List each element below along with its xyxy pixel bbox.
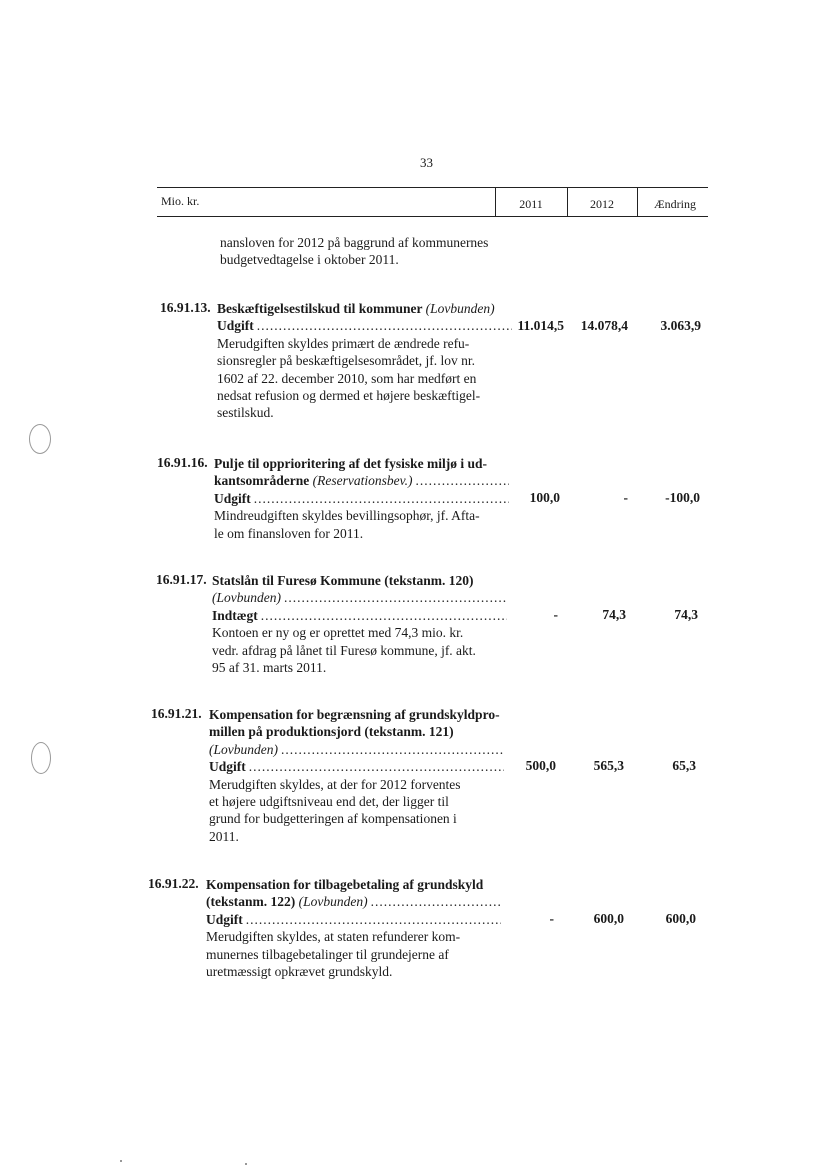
header-divider: [637, 187, 638, 216]
value-2012: 565,3: [593, 758, 624, 773]
value-2011: -: [553, 607, 558, 622]
value-change: 74,3: [674, 607, 698, 622]
line-item-label: Udgift: [217, 318, 254, 334]
line-item: [212, 607, 507, 624]
note-line: munernes tilbagebetalinger til grundejerne af: [206, 946, 449, 962]
line-item-label: Udgift: [206, 911, 243, 927]
note-line: vedr. afdrag på lånet til Furesø kommune, jf. akt.: [212, 642, 476, 658]
value-change: -100,0: [665, 490, 700, 505]
note-line: 95 af 31. marts 2011.: [212, 660, 327, 676]
section-body: [209, 706, 504, 845]
leader-dots: [254, 491, 509, 506]
line-item-label: Indtægt: [212, 607, 258, 623]
value-2011: 100,0: [529, 490, 560, 505]
account-code: 16.91.22.: [148, 876, 199, 891]
value-2012: -: [623, 490, 628, 505]
line-item: [217, 317, 512, 334]
header-rule-top: [157, 187, 708, 188]
note-line: 1602 af 22. december 2010, som har medført en: [217, 370, 477, 386]
account-code: 16.91.13.: [160, 300, 211, 315]
account-code: 16.91.16.: [157, 455, 208, 470]
note-line: nedsat refusion og dermed et højere beskæftigel-: [217, 388, 481, 404]
section-title: [206, 893, 501, 910]
title-text: Beskæftigelsestilskud til kommuner: [217, 301, 423, 316]
note-line: Mindreudgiften skyldes bevillingsophør, jf. Afta-: [214, 508, 480, 524]
section-title: [217, 300, 512, 317]
title-text: (tekstanm. 122): [206, 894, 296, 910]
leader-dots: [281, 742, 504, 757]
header-divider: [495, 187, 496, 216]
page-number: 33: [420, 155, 433, 170]
title-italic: (Lovbunden): [298, 894, 368, 910]
line-item: [206, 911, 501, 928]
section-body: [214, 455, 509, 542]
value-change: 65,3: [672, 758, 696, 773]
section-body: [206, 876, 501, 980]
section-title: millen på produktionsjord (tekstanm. 121): [209, 724, 454, 740]
note-line: Merudgiften skyldes, at der for 2012 forventes: [209, 776, 461, 792]
note-line: sestilskud.: [217, 405, 274, 421]
line-item: [209, 758, 504, 775]
note-line: et højere udgiftsniveau end det, der ligger til: [209, 794, 449, 810]
value-2011: -: [549, 911, 554, 926]
header-col-2012: 2012: [590, 197, 614, 211]
note-line: sionsregler på beskæftigelsesområdet, jf. lov nr.: [217, 353, 475, 369]
title-text: kantsområderne: [214, 473, 310, 489]
margin-mark: [29, 424, 51, 454]
note-line: 2011.: [209, 828, 239, 844]
section-title: Kompensation for tilbagebetaling af grundskyld: [206, 877, 484, 892]
value-2012: 14.078,4: [580, 318, 628, 333]
value-2011: 11.014,5: [517, 318, 564, 333]
section-title: [209, 741, 504, 758]
value-change: 600,0: [665, 911, 696, 926]
section-title: Statslån til Furesø Kommune (tekstanm. 120): [212, 573, 474, 588]
scan-speck: [120, 1160, 122, 1162]
note-line: grund for budgetteringen af kompensationen i: [209, 811, 457, 827]
section-title: Pulje til opprioritering af det fysiske miljø i ud-: [214, 456, 487, 471]
title-italic: (Lovbunden): [425, 301, 495, 316]
note-line: Kontoen er ny og er oprettet med 74,3 mio. kr.: [212, 625, 464, 641]
leader-dots: [284, 590, 507, 605]
account-code: 16.91.21.: [151, 706, 202, 721]
note-line: le om finansloven for 2011.: [214, 525, 364, 541]
header-rule-bottom: [157, 216, 708, 217]
note-line: uretmæssigt opkrævet grundskyld.: [206, 964, 393, 980]
line-item-label: Udgift: [214, 490, 251, 506]
value-2012: 600,0: [593, 911, 624, 926]
continuation-line: budgetvedtagelse i oktober 2011.: [220, 252, 399, 267]
header-col-2011: 2011: [519, 197, 543, 211]
title-italic: (Reservationsbev.): [312, 473, 413, 489]
section-body: [217, 300, 512, 422]
leader-dots: [246, 912, 501, 927]
section-title: [212, 589, 507, 606]
leader-dots: [415, 473, 509, 488]
section-title: [214, 472, 509, 489]
margin-mark: [31, 742, 51, 774]
value-2011: 500,0: [525, 758, 556, 773]
section-body: [212, 572, 507, 676]
leader-dots: [249, 759, 504, 774]
leader-dots: [371, 894, 501, 909]
header-divider: [567, 187, 568, 216]
header-unit-label: Mio. kr.: [161, 194, 200, 208]
continuation-text: [220, 234, 510, 268]
header-col-change: Ændring: [654, 197, 696, 211]
continuation-line: nansloven for 2012 på baggrund af kommunernes: [220, 235, 489, 250]
value-2012: 74,3: [602, 607, 626, 622]
note-line: Merudgiften skyldes primært de ændrede refu-: [217, 335, 470, 351]
line-item-label: Udgift: [209, 759, 246, 775]
title-italic: (Lovbunden): [209, 741, 278, 757]
account-code: 16.91.17.: [156, 572, 207, 587]
section-title: Kompensation for begrænsning af grundskyldpro-: [209, 707, 500, 722]
value-change: 3.063,9: [660, 318, 701, 333]
line-item: [214, 490, 509, 507]
title-italic: (Lovbunden): [212, 590, 281, 606]
note-line: Merudgiften skyldes, at staten refunderer kom-: [206, 929, 461, 945]
scan-speck: [245, 1163, 247, 1165]
leader-dots: [261, 608, 507, 623]
leader-dots: [257, 318, 512, 333]
